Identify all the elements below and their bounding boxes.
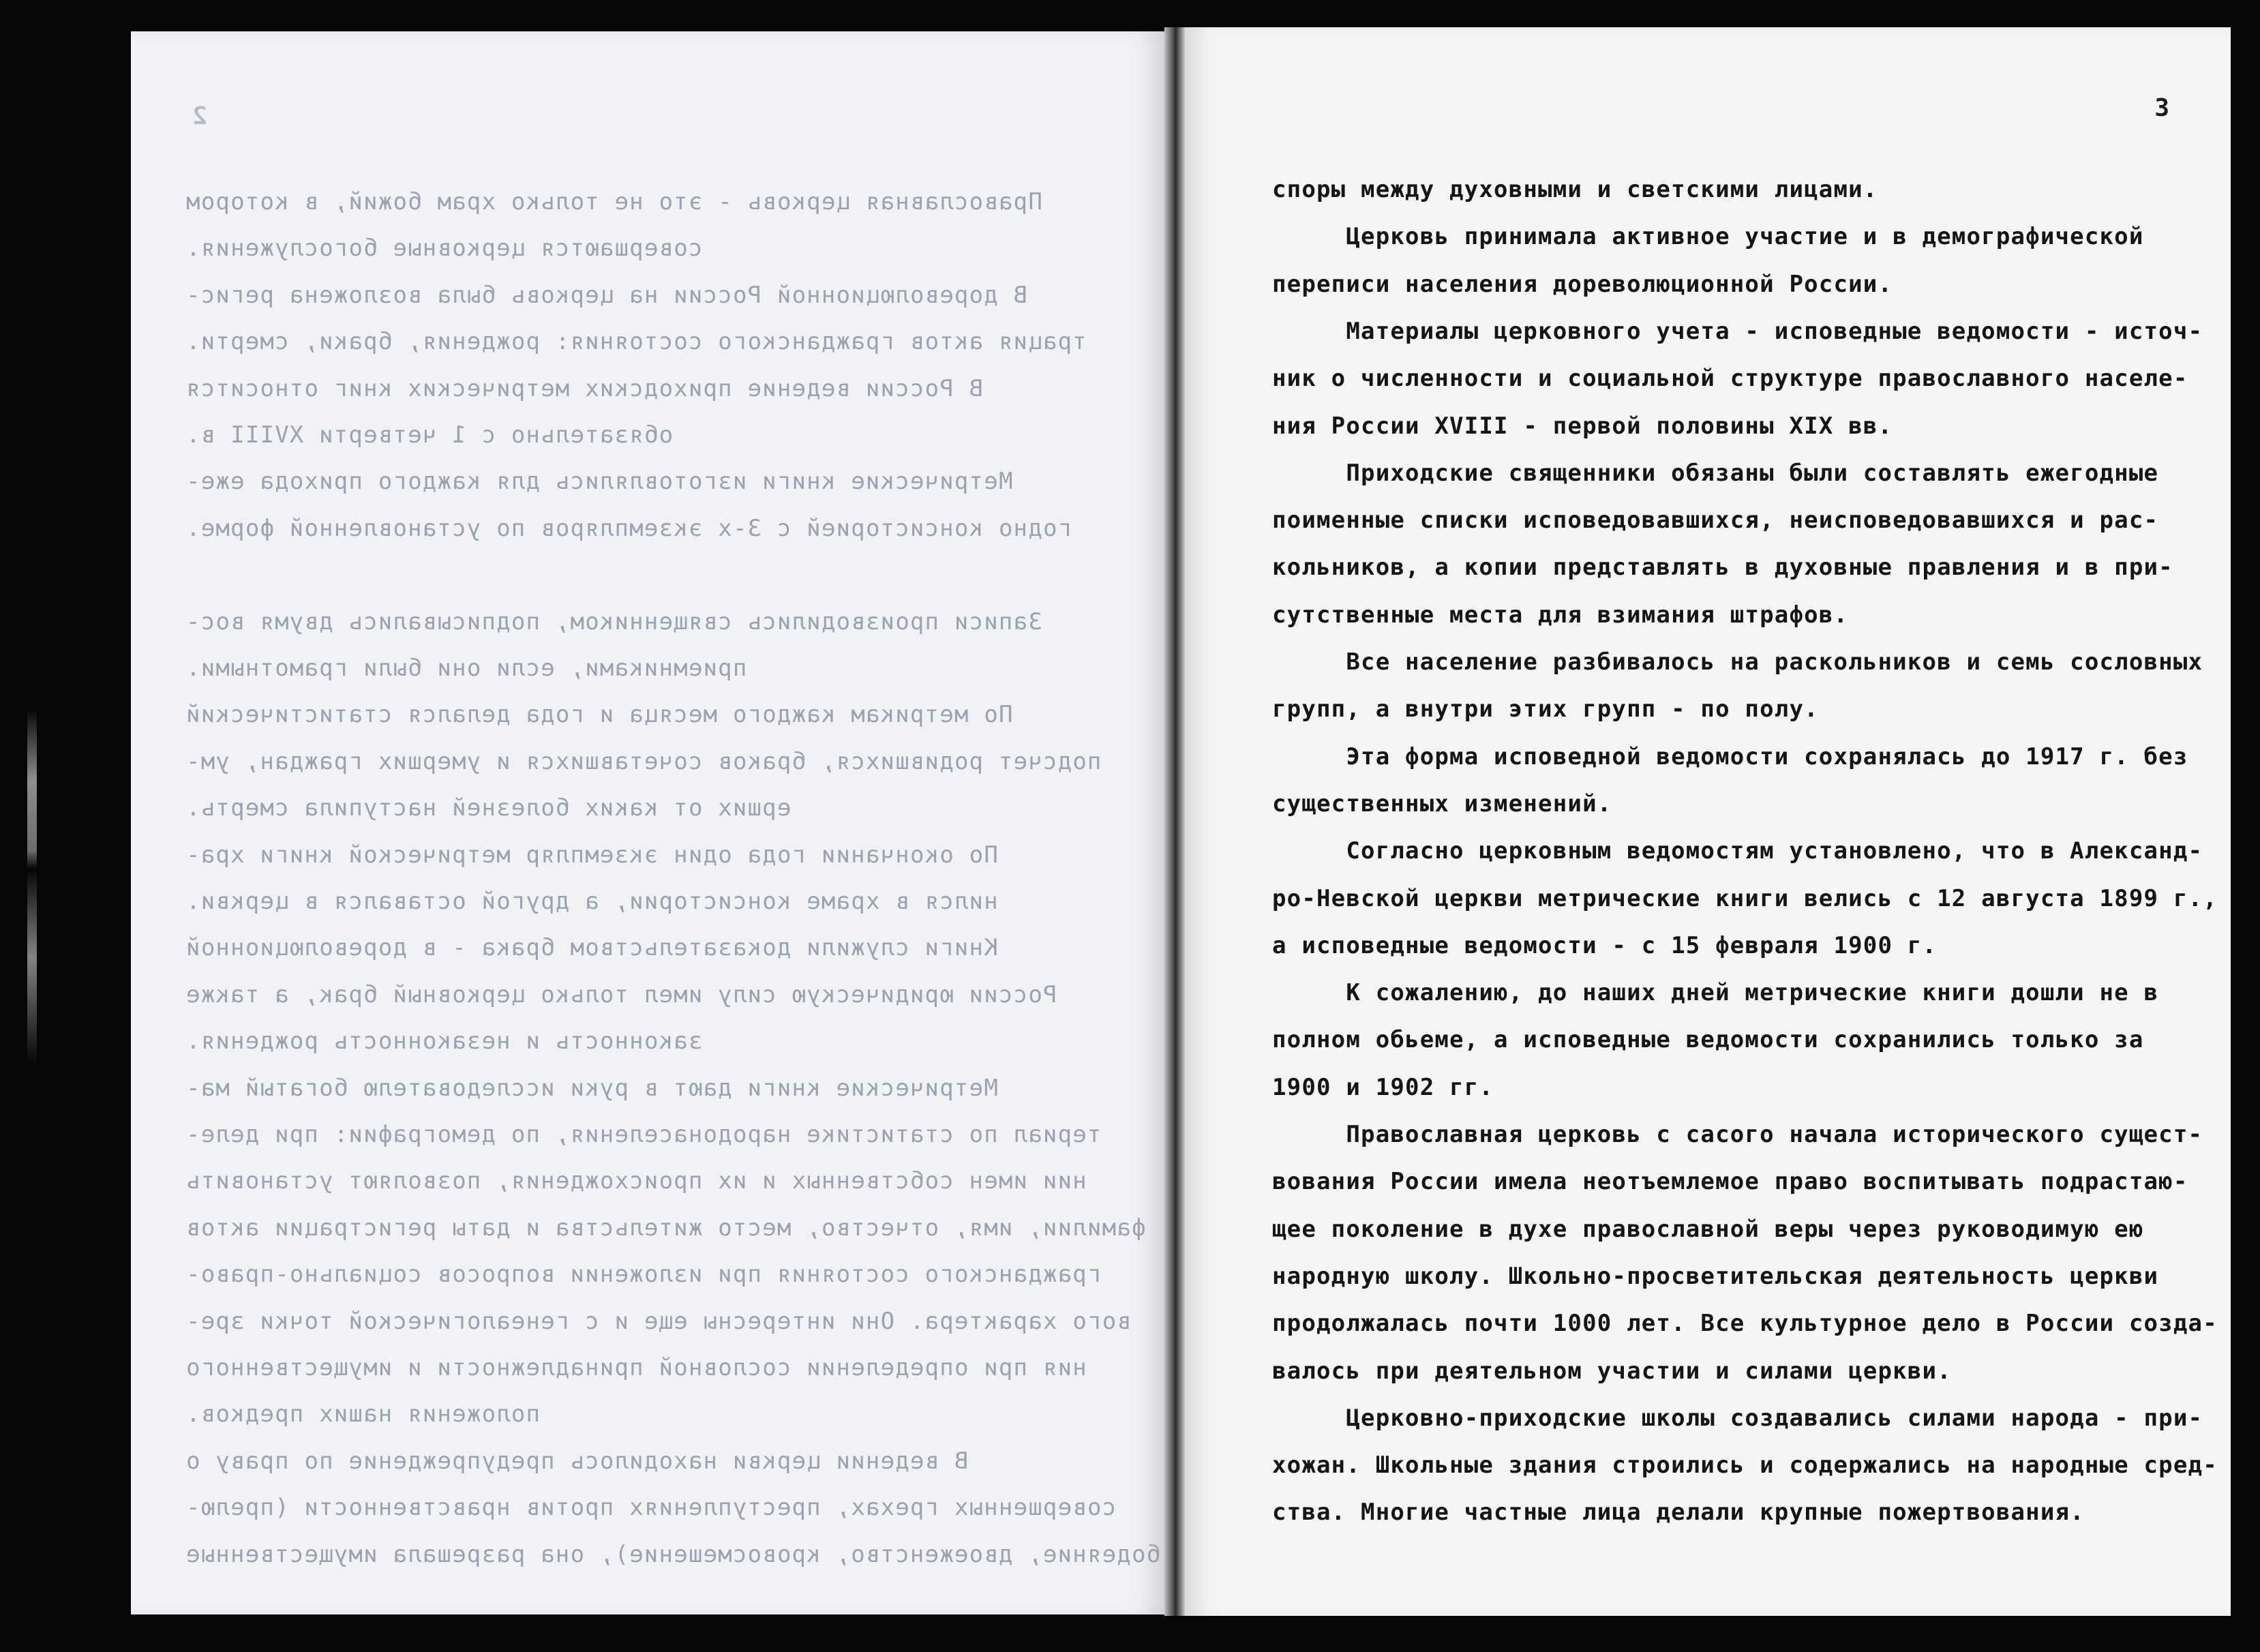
right_page-line: споры между духовными и светскими лицами. [1272,176,1878,203]
left_page-line: совершаются церковные богослужения. [185,235,703,262]
right_page-line: существенных изменений. [1272,790,1612,817]
book-gutter [1164,27,1185,1616]
scanner-edge-mark [27,709,37,1064]
right_page-line: кольников, а копии представлять в духовные правления и в при- [1272,554,2173,582]
left_page-line: совершенных грехах, преступлениях против нравственности (прелю- [185,1494,1117,1522]
right_page-line: Все население разбивалось на раскольников и семь сословных [1272,648,2203,676]
left_page-line: Метрические книги дают в руки исследователю богатый ма- [185,1074,1072,1102]
right_page-line: полном обьеме, а исповедные ведомости сохранились только за [1272,1026,2144,1054]
right_page-line: ства. Многие частные лица делали крупные пожертвования. [1272,1499,2085,1527]
left_page-line: териал по статистике народонаселения, по демографии: при деле- [185,1121,1102,1148]
left_page-line: Православная церковь - это не только храм божий, в котором [185,188,1117,215]
left_page-line: Записи производились священником, подписывались двумя вос- [185,607,1117,635]
right_page-line: поименные списки исповедовавшихся, неисповедовавшихся и рас- [1272,507,2159,535]
right_page-line: Эта форма исповедной ведомости сохранялась до 1917 г. без [1272,742,2188,770]
right_page-line: Православная церковь с сасого начала исторического сущест- [1272,1121,2203,1148]
right_page-line: групп, а внутри этих групп - по полу. [1272,695,1819,723]
left_page-line: положения наших предков. [185,1400,541,1428]
right_page-line: Материалы церковного учета - исповедные ведомости - источ- [1272,317,2203,345]
right_page-line: переписи населения дореволюционной России. [1272,270,1893,298]
right_page-line: вования России имела неотъемлемое право воспитывать подрастаю- [1272,1168,2188,1196]
left_page-line: законность и незаконность рождения. [185,1027,703,1055]
right_page-line: Церковь принимала активное участие и в демографической [1272,223,2144,251]
right_page-line: 1900 и 1902 гг. [1272,1073,1494,1101]
right_page-line: Церковно-приходские школы создавались силами народа - при- [1272,1404,2203,1432]
right_page-line: щее поколение в духе православной веры через руководимую ею [1272,1215,2144,1243]
left_page-line: Метрические книги изготовлялись для каждого прихода еже- [185,468,1087,496]
left_page-line: обязательно с 1 четверти XVIII в. [185,421,674,449]
left_page-line: Книги служили доказательством брака - в дореволюционной [185,934,1072,962]
left_page-line: В дореволюционной России на церковь была возложена регис- [185,281,1102,309]
left_page-line: приемниками, если они были грамотными. [185,655,747,682]
right-page [1185,27,2231,1616]
right-page-number: 3 [2154,94,2169,122]
left_page-line: гражданского состояния при изложении вопросов социально-право- [185,1261,1102,1289]
right_page-line: хожан. Школьные здания строились и содержались на народные сред- [1272,1452,2218,1480]
right_page-line: ро-Невской церкви метрические книги велись с 12 августа 1899 г., [1272,884,2218,912]
left_page-line: В России ведение приходских метрических книг относится [185,374,1057,402]
right_page-line: продолжалась почти 1000 лет. Все культурное дело в России созда- [1272,1310,2218,1338]
left_page-line: России юридическую силу имел только церковный брак, а также [185,980,1057,1008]
left_page-line: нии имен собственных и их происхождения, позволяют установить [185,1167,1087,1195]
left_page-line: В ведении церкви находилось предупреждение по праву о [185,1447,1042,1475]
left_page-line: По метрикам каждого месяца и года делался статистический [185,701,1087,729]
left_page-line: вого характера. Они интересны еще и с генеалогической точки зре- [185,1307,1131,1335]
right_page-line: К сожалению, до наших дней метрические книги дошли не в [1272,979,2159,1007]
left_page-line: фамилии, имя, отчество, место жительства и даты регистрации актов [185,1214,1146,1242]
left_page-line: трация актов гражданского состояния: рождения, браки, смерти. [185,328,1087,356]
left-page-number: 2 [192,102,207,130]
right_page-line: сутственные места для взимания штрафов. [1272,601,1849,629]
right_page-line: а исповедные ведомости - с 15 февраля 1900 г. [1272,931,1938,959]
left_page-line: ния при определении сословной принадлежности и имущественного [185,1354,1087,1381]
left_page-line: ерших от каких болезней наступила смерть. [185,794,792,822]
left-page-bleedthrough [131,31,1164,1615]
right_page-line: народную школу. Школьно-просветительская деятельность церкви [1272,1262,2159,1290]
left_page-line: бодеяние, двоеженство, кровосмешение), она разрешала имущественные [185,1540,1161,1568]
right_page-line: валось при деятельном участии и силами церкви. [1272,1357,1952,1385]
right_page-line: Приходские священники обязаны были составлять ежегодные [1272,459,2159,487]
left_page-line: подсчет родившихся, браков сочетавшихся и умерших граждан, ум- [185,747,1102,775]
left_page-line: По окончании года один экземпляр метрической книги хра- [185,841,1072,869]
left_page-line: годно консисторией с 3-х экземпляров по установленной форме. [185,514,1072,542]
right_page-line: ния России XVIII - первой половины XIX вв. [1272,412,1893,440]
right_page-line: Согласно церковным ведомостям установлено, что в Александ- [1272,837,2203,865]
left_page-line: нился в храме консистории, а другой оставался в церкви. [185,888,998,915]
right_page-line: ник о численности и социальной структуре православного населе- [1272,365,2188,393]
